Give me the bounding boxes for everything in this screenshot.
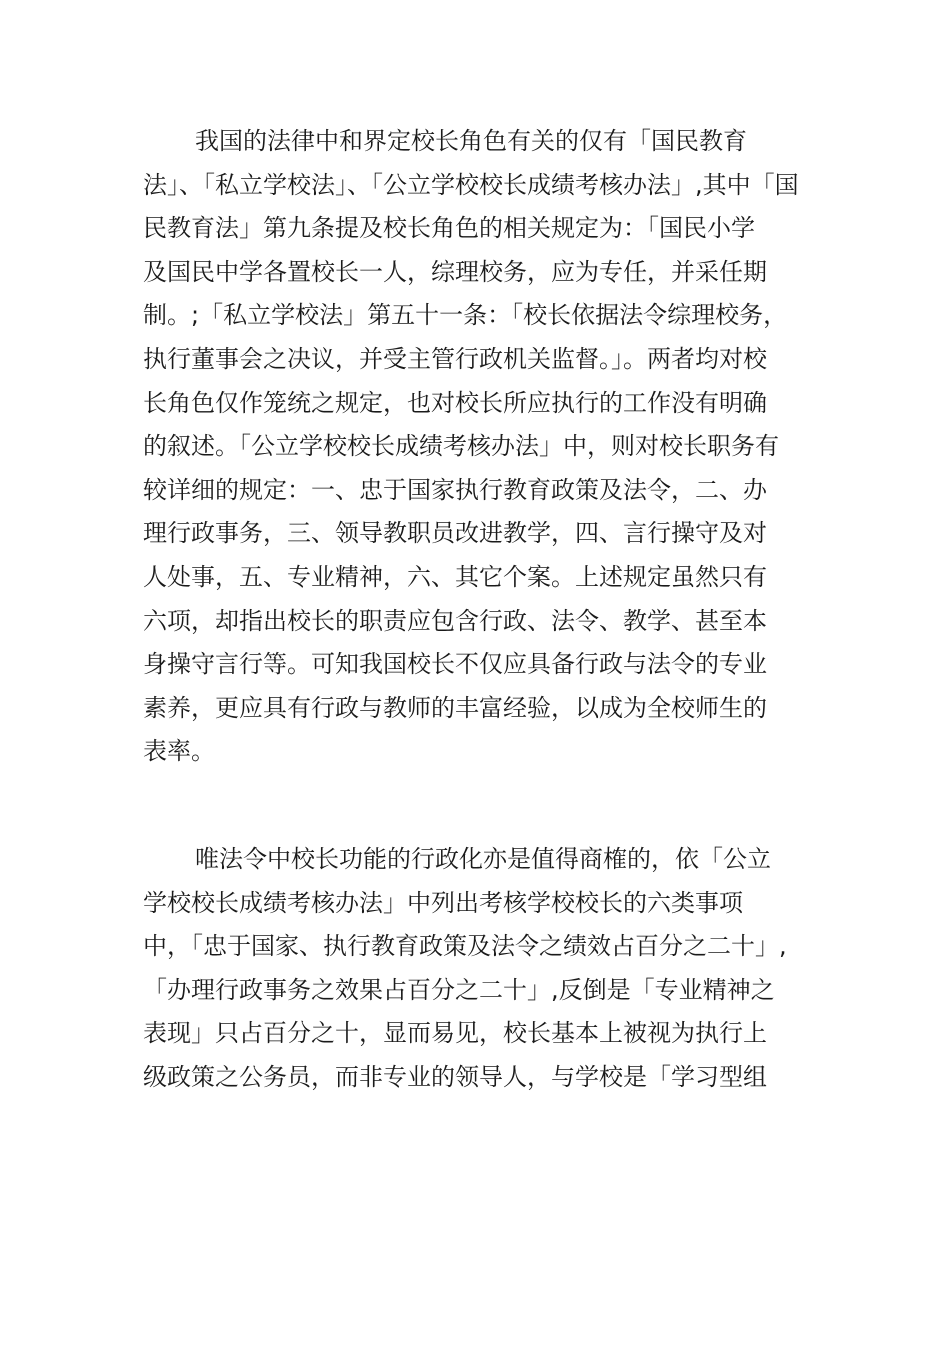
text-line: 六项，却指出校长的职责应包含行政、法令、教学、甚至本 [143,606,767,635]
text-line: 执行董事会之决议，并受主管行政机关监督。」。两者均对校 [143,344,767,373]
text-line: 民教育法」第九条提及校长角色的相关规定为：「国民小学 [143,214,755,243]
paragraph-1 [143,120,815,774]
text-line: 长角色仅作笼统之规定，也对校长所应执行的工作没有明确 [143,388,767,417]
text-line: 的叙述。「公立学校校长成绩考核办法」中，则对校长职务有 [143,432,779,461]
text-line: 较详细的规定：一、忠于国家执行教育政策及法令，二、办 [143,475,767,504]
text-line: 「办理行政事务之效果占百分之二十」,反倒是「专业精神之 [143,975,775,1004]
text-line: 中，「忠于国家、执行教育政策及法令之绩效占百分之二十」, [143,932,787,961]
text-line: 表率。 [143,737,215,766]
text-line: 身操守言行等。可知我国校长不仅应具备行政与法令的专业 [143,650,767,679]
text-line: 唯法令中校长功能的行政化亦是值得商榷的，依「公立 [195,845,771,873]
text-line: 素养，更应具有行政与教师的丰富经验，以成为全校师生的 [143,693,767,722]
text-line: 法」、「私立学校法」、「公立学校校长成绩考核办法」,其中「国 [143,170,799,199]
text-line: 表现」只占百分之十，显而易见，校长基本上被视为执行上 [143,1019,767,1048]
text-line: 级政策之公务员，而非专业的领导人，与学校是「学习型组 [143,1062,767,1091]
text-line: 人处事，五、专业精神，六、其它个案。上述规定虽然只有 [143,562,767,591]
text-line: 制。;「私立学校法」第五十一条：「校长依据法令综理校务， [143,301,788,330]
text-line: 学校校长成绩考核办法」中列出考核学校校长的六类事项 [143,888,743,917]
text-line: 及国民中学各置校长一人，综理校务，应为专任，并采任期 [143,257,767,286]
text-line: 理行政事务，三、领导教职员改进教学，四、言行操守及对 [143,519,767,548]
paragraph-2 [143,838,815,1100]
text-line: 我国的法律中和界定校长角色有关的仅有「国民教育 [195,127,747,155]
